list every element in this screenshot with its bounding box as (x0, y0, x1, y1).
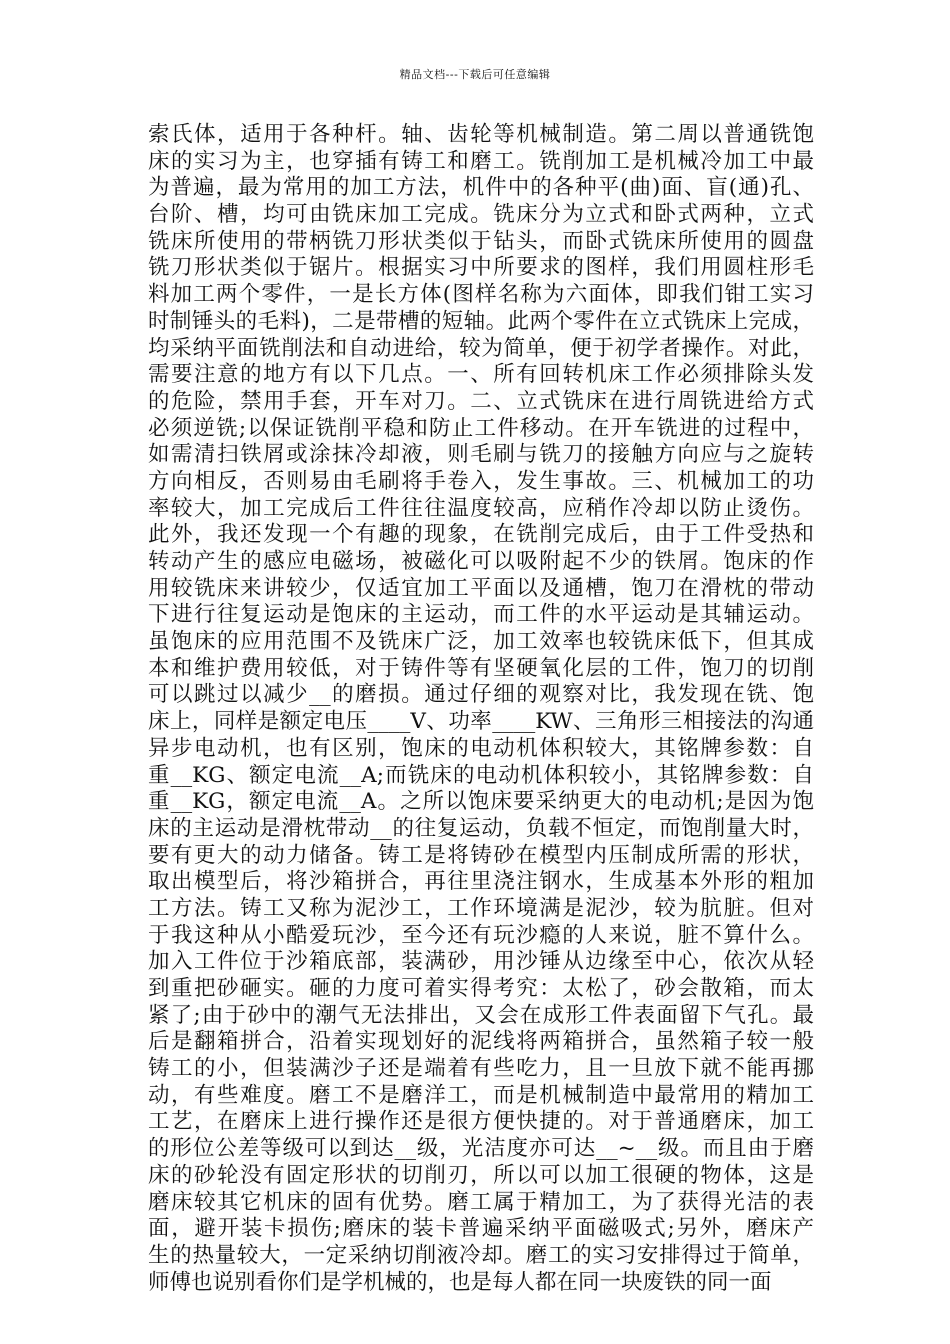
text-line: 需要注意的地方有以下几点。一、所有回转机床工作必须排除头发 (148, 362, 814, 388)
text-line: 的危险，禁用手套，开车对刀。二、立式铣床在进行周铣进给方式 (148, 388, 814, 414)
text-line: 床的主运动是滑枕带动__的往复运动，负载不恒定，而饱削量大时， (148, 815, 814, 841)
text-line: 下进行往复运动是饱床的主运动，而工件的水平运动是其辅运动。 (148, 602, 814, 628)
text-line: 如需清扫铁屑或涂抹冷却液，则毛刷与铣刀的接触方向应与之旋转 (148, 442, 814, 468)
text-line: 取出模型后，将沙箱拼合，再往里浇注钢水，生成基本外形的粗加 (148, 869, 814, 895)
text-line: 重__KG、额定电流__A;而铣床的电动机体积较小，其铭牌参数：自 (148, 762, 814, 788)
text-line: 师傅也说别看你们是学机械的，也是每人都在同一块废铁的同一面 (148, 1269, 772, 1295)
text-line: 索氏体，适用于各种杆。轴、齿轮等机械制造。第二周以普通铣饱 (148, 122, 814, 147)
text-line: 动，有些难度。磨工不是磨洋工，而是机械制造中最常用的精加工 (148, 1082, 814, 1108)
text-line: 加入工件位于沙箱底部，装满砂，用沙锤从边缘至中心，依次从轻 (148, 949, 814, 975)
text-line: 的形位公差等级可以到达__级，光洁度亦可达__~__级。而且由于磨 (148, 1136, 814, 1162)
text-line: 磨床较其它机床的固有优势。磨工属于精加工，为了获得光洁的表 (148, 1189, 814, 1215)
text-line: 重__KG，额定电流__A。之所以饱床要采纳更大的电动机;是因为饱 (148, 789, 814, 815)
text-line: 面，避开装卡损伤;磨床的装卡普遍采纳平面磁吸式;另外，磨床产 (148, 1216, 814, 1242)
text-line: 铣床所使用的带柄铣刀形状类似于钻头，而卧式铣床所使用的圆盘 (148, 228, 814, 254)
text-line: 可以跳过以减少__的磨损。通过仔细的观察对比，我发现在铣、饱 (148, 682, 814, 708)
text-line: 到重把砂砸实。砸的力度可着实得考究：太松了，砂会散箱，而太 (148, 976, 814, 1001)
text-line: 虽饱床的应用范围不及铣床广泛，加工效率也较铣床低下，但其成 (148, 629, 814, 655)
text-line: 为普遍，最为常用的加工方法，机件中的各种平(曲)面、盲(通)孔、 (148, 175, 814, 201)
page-header: 精品文档---下载后可任意编辑 (399, 68, 551, 81)
text-line: 本和维护费用较低，对于铸件等有坚硬氧化层的工件，饱刀的切削 (148, 655, 814, 681)
text-line: 床的实习为主，也穿插有铸工和磨工。铣削加工是机械冷加工中最 (148, 148, 814, 174)
text-line: 异步电动机，也有区别，饱床的电动机体积较大，其铭牌参数：自 (148, 735, 814, 761)
body-text (148, 122, 814, 1296)
text-line: 此外，我还发现一个有趣的现象，在铣削完成后，由于工件受热和 (148, 522, 814, 548)
text-line: 用较铣床来讲较少，仅适宜加工平面以及通槽，饱刀在滑枕的带动 (148, 575, 814, 601)
text-line: 率较大，加工完成后工件往往温度较高，应稍作冷却以防止烫伤。 (148, 495, 814, 521)
text-line: 方向相反，否则易由毛刷将手卷入，发生事故。三、机械加工的功 (148, 468, 814, 494)
text-line: 于我这种从小酷爱玩沙，至今还有玩沙瘾的人来说，脏不算什么。 (148, 922, 814, 948)
text-line: 台阶、槽，均可由铣床加工完成。铣床分为立式和卧式两种，立式 (148, 202, 814, 228)
text-line: 生的热量较大，一定采纳切削液冷却。磨工的实习安排得过于简单， (148, 1242, 814, 1268)
text-line: 工艺，在磨床上进行操作还是很方便快捷的。对于普通磨床，加工 (148, 1109, 814, 1135)
text-line: 要有更大的动力储备。铸工是将铸砂在模型内压制成所需的形状， (148, 842, 814, 868)
text-line: 料加工两个零件，一是长方体(图样名称为六面体，即我们钳工实习 (148, 282, 814, 308)
text-line: 转动产生的感应电磁场，被磁化可以吸附起不少的铁屑。饱床的作 (148, 549, 814, 574)
text-line: 必须逆铣;以保证铣削平稳和防止工件移动。在开车铣进的过程中， (148, 415, 814, 441)
text-line: 时制锤头的毛料)，二是带槽的短轴。此两个零件在立式铣床上完成， (148, 308, 814, 334)
text-line: 床上，同样是额定电压____V、功率____KW、三角形三相接法的沟通 (148, 709, 814, 735)
text-line: 铸工的小，但装满沙子还是端着有些吃力，且一旦放下就不能再挪 (148, 1056, 814, 1082)
text-line: 工方法。铸工又称为泥沙工，工作环境满是泥沙，较为肮脏。但对 (148, 895, 814, 921)
text-line: 铣刀形状类似于锯片。根据实习中所要求的图样，我们用圆柱形毛 (148, 255, 814, 281)
text-line: 紧了;由于砂中的潮气无法排出，又会在成形工件表面留下气孔。最 (148, 1002, 814, 1028)
text-line: 床的砂轮没有固定形状的切削刃，所以可以加工很硬的物体，这是 (148, 1162, 814, 1188)
text-line: 均采纳平面铣削法和自动进给，较为简单，便于初学者操作。对此， (148, 335, 814, 361)
text-line: 后是翻箱拼合，沿着实现划好的泥线将两箱拼合，虽然箱子较一般 (148, 1029, 814, 1055)
